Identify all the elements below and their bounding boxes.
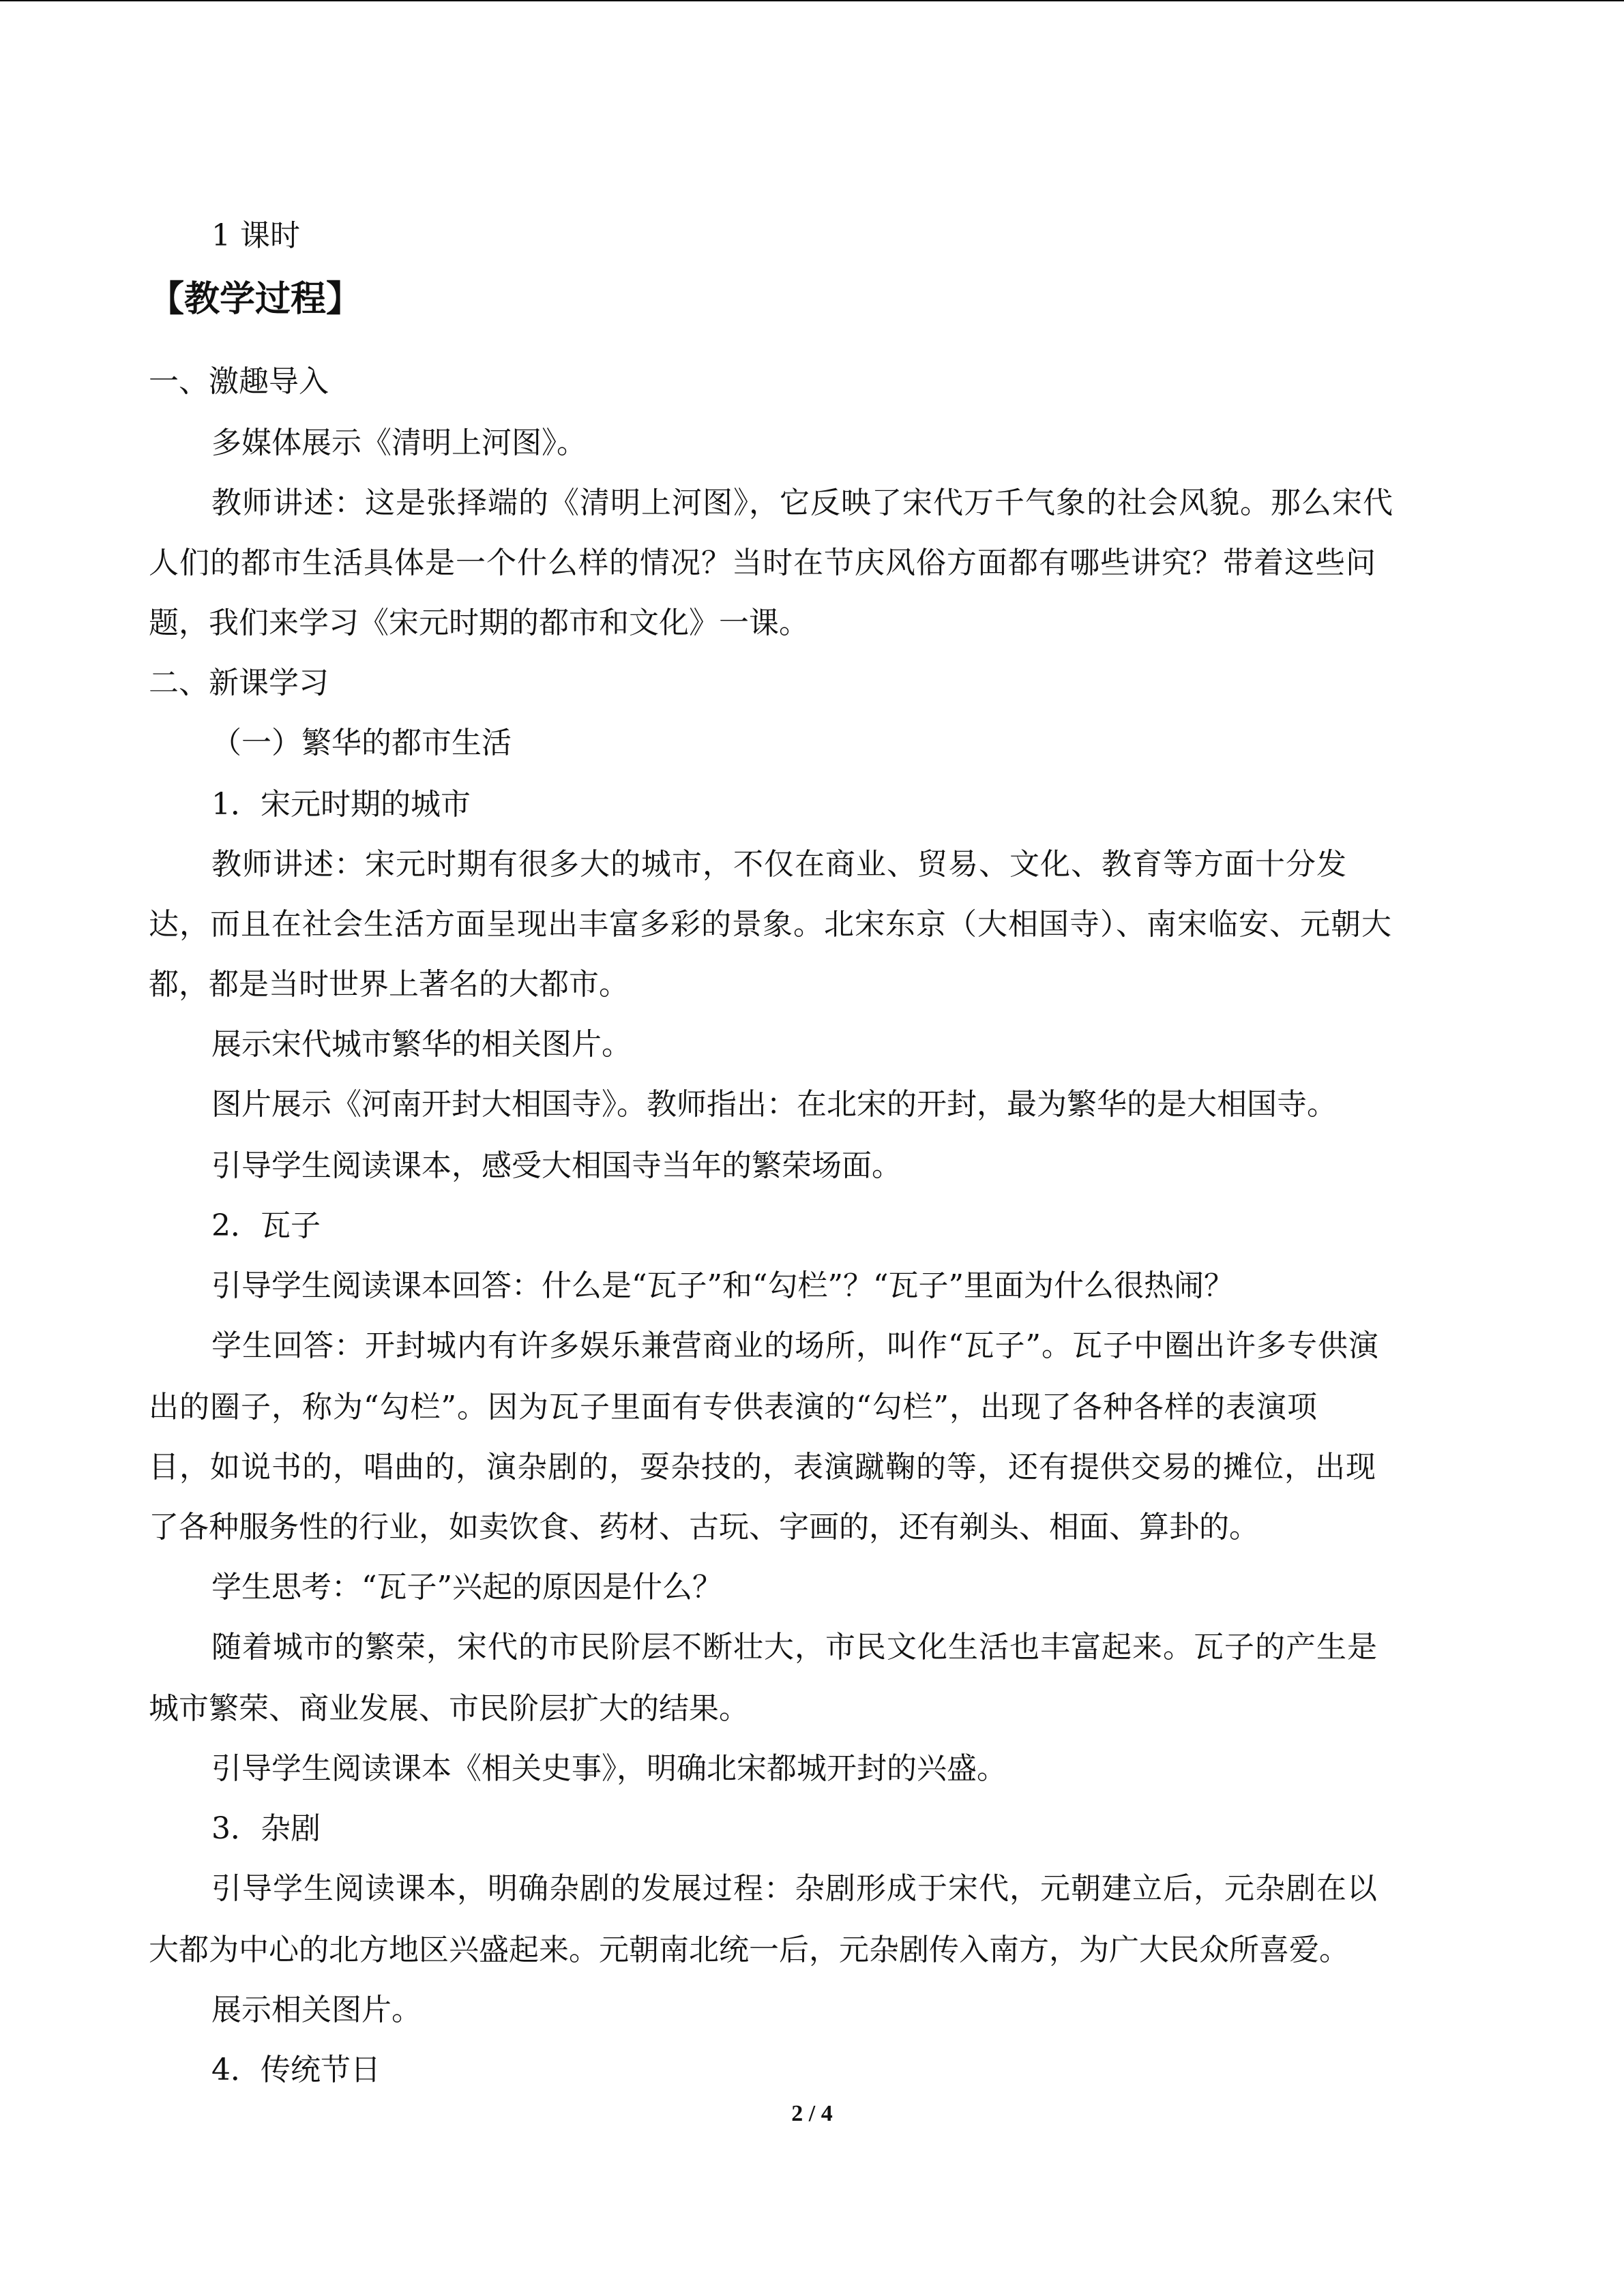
paragraph-line: 3．杂剧 [211, 1811, 321, 1846]
paragraph-line: 多媒体展示《清明上河图》。 [211, 426, 587, 460]
paragraph-line: 4．传统节日 [211, 2053, 381, 2087]
paragraph-line: 教师讲述：这是张择端的《清明上河图》，它反映了宋代万千气象的社会风貌。那么宋代 [211, 486, 1393, 520]
paragraph-line: 引导学生阅读课本《相关史事》，明确北宋都城开封的兴盛。 [211, 1751, 1007, 1786]
paragraph-line: 了各种服务性的行业，如卖饮食、药材、古玩、字画的，还有剃头、相面、算卦的。 [149, 1510, 1259, 1545]
paragraph-line: 引导学生阅读课本，感受大相国寺当年的繁荣场面。 [211, 1148, 902, 1183]
paragraph-line: 题，我们来学习《宋元时期的都市和文化》一课。 [149, 606, 809, 640]
lesson-time: 1 课时 [211, 218, 300, 253]
paragraph-line: 学生思考：“瓦子”兴起的原因是什么？ [211, 1570, 722, 1605]
paragraph-line: 引导学生阅读课本回答：什么是“瓦子”和“勾栏”？“瓦子”里面为什么很热闹？ [211, 1268, 1234, 1303]
paragraph-line: 城市繁荣、商业发展、市民阶层扩大的结果。 [149, 1691, 749, 1726]
paragraph-line: （一）繁华的都市生活 [211, 726, 512, 760]
paragraph-line: 出的圈子，称为“勾栏”。因为瓦子里面有专供表演的“勾栏”，出现了各种各样的表演项 [149, 1390, 1318, 1425]
paragraph-line: 目，如说书的，唱曲的，演杂剧的，耍杂技的，表演蹴鞠的等，还有提供交易的摊位，出现 [149, 1450, 1376, 1485]
paragraph-line: 人们的都市生活具体是一个什么样的情况？当时在节庆风俗方面都有哪些讲究？带着这些问 [149, 546, 1376, 580]
paragraph-line: 1．宋元时期的城市 [211, 787, 471, 822]
paragraph-line: 图片展示《河南开封大相国寺》。教师指出：在北宋的开封，最为繁华的是大相国寺。 [211, 1087, 1337, 1122]
paragraph-line: 随着城市的繁荣，宋代的市民阶层不断壮大，市民文化生活也丰富起来。瓦子的产生是 [211, 1630, 1378, 1665]
paragraph-line: 学生回答：开封城内有许多娱乐兼营商业的场所，叫作“瓦子”。瓦子中圈出许多专供演 [211, 1328, 1379, 1363]
paragraph-line: 二、新课学习 [149, 666, 329, 700]
paragraph-line: 2．瓦子 [211, 1208, 321, 1243]
paragraph-line: 展示相关图片。 [211, 1993, 422, 2027]
paragraph-line: 引导学生阅读课本，明确杂剧的发展过程：杂剧形成于宋代，元朝建立后，元杂剧在以 [211, 1871, 1378, 1906]
paragraph-line: 达，而且在社会生活方面呈现出丰富多彩的景象。北宋东京（大相国寺）、南宋临安、元朝大 [149, 907, 1392, 942]
paragraph-line: 都，都是当时世界上著名的大都市。 [149, 967, 629, 1002]
section-heading: 【教学过程】 [149, 279, 362, 320]
page-top-border [0, 0, 1624, 1]
paragraph-line: 展示宋代城市繁华的相关图片。 [211, 1027, 632, 1062]
page-number: 2 / 4 [791, 2101, 833, 2126]
paragraph-line: 一、激趣导入 [149, 364, 329, 399]
paragraph-line: 大都为中心的北方地区兴盛起来。元朝南北统一后，元杂剧传入南方，为广大民众所喜爱。 [149, 1933, 1349, 1967]
paragraph-line: 教师讲述：宋元时期有很多大的城市，不仅在商业、贸易、文化、教育等方面十分发 [211, 847, 1347, 882]
